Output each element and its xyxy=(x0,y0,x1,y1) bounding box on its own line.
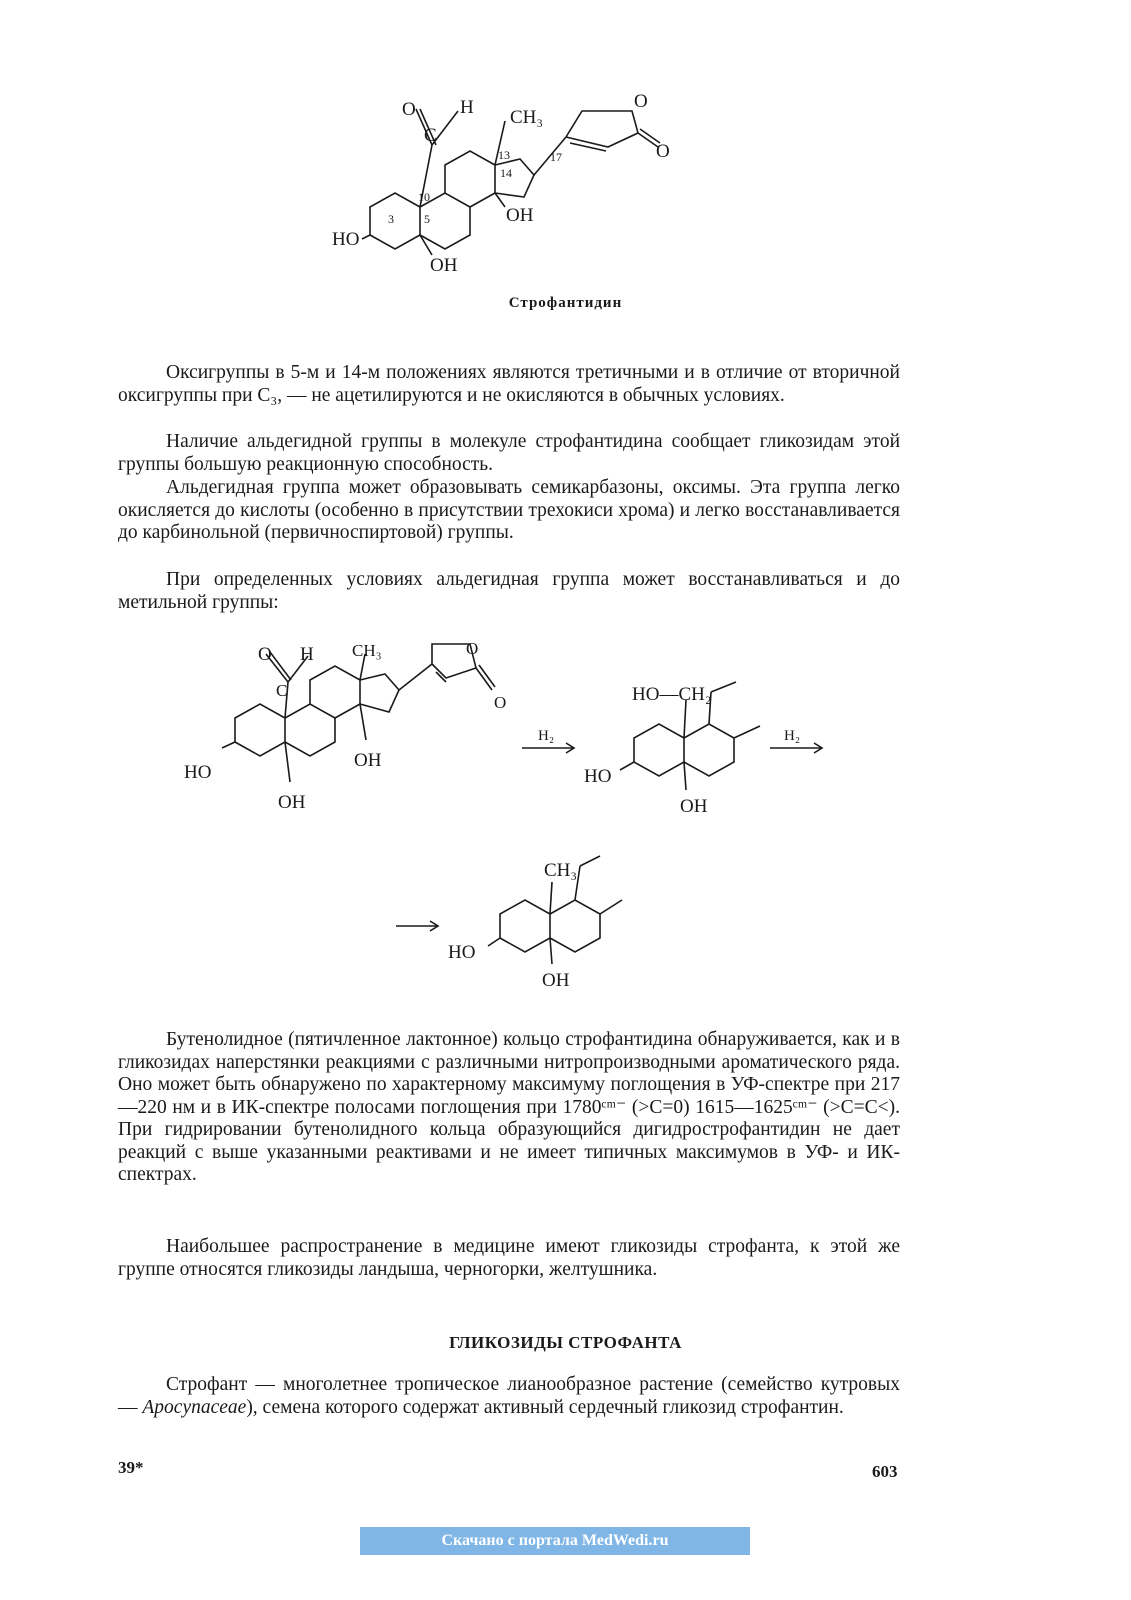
oh5-label: OH xyxy=(430,255,458,276)
section-heading: ГЛИКОЗИДЫ СТРОФАНТА xyxy=(449,1333,682,1352)
m3-oh-label: OH xyxy=(542,970,570,991)
p7-end: ), семена которого содержат активный сердечный гликозид строфантин. xyxy=(246,1396,844,1418)
figure-caption: Строфантидин xyxy=(508,295,623,311)
m1-o-label: O xyxy=(258,644,272,665)
strophanthidin-bonds xyxy=(362,109,660,255)
paragraph-6: Наибольшее распространение в медицине имеют гликозиды строфанта, к этой же группе относятся гликозиды ландыша, черногорки, желтушника. xyxy=(118,1236,900,1280)
signature-mark: 39* xyxy=(118,1458,144,1477)
m3-ch3-label: CH₃ xyxy=(544,860,578,881)
paragraph-5: Бутенолидное (пятичленное лактонное) кольцо строфантидина обнаруживается, как и в гликозидах наперстянки реакциями с различными нитропроизводными ароматического ряда. Оно может быть обнаружено по характерному максимуму поглощения в УФ-спектре при 217—220 нм и в ИК-спектре полосами поглощения при 1780ᶜᵐ⁻ (>C=0) 1615—1625ᶜᵐ⁻ (>C=C<). При гидрировании бутенолидного кольца образующийся дигидрострофантидин не дает реакций с выше указанными реактивами и не имеет типичных максимумов в УФ- и ИК-спектрах. xyxy=(118,1029,900,1185)
locant-10: 10 xyxy=(418,190,430,204)
locant-14: 14 xyxy=(500,166,512,180)
locant-17: 17 xyxy=(550,150,562,164)
m1-keto-label: O xyxy=(494,693,507,712)
reduction-scheme xyxy=(170,630,870,1000)
m3-ho-label: HO xyxy=(448,942,476,963)
locant-5: 5 xyxy=(424,212,430,226)
m1-ho-label: HO xyxy=(184,762,212,783)
locant-13: 13 xyxy=(498,148,510,162)
paragraph-3: Альдегидная группа может образовывать семикарбазоны, оксимы. Эта группа легко окисляется до кислоты (особенно в присутствии трехокиси хрома) и легко восстанавливается до карбинольной (первичноспиртовой) группы. xyxy=(118,477,900,543)
keto-o-label: O xyxy=(656,141,670,162)
ald-o-label: O xyxy=(402,99,416,120)
m2-ho-ch2-label: HO—CH₂ xyxy=(632,684,712,705)
page-number: 603 xyxy=(872,1462,898,1481)
h2-label-2: H₂ xyxy=(784,728,801,744)
m1-c-label: C xyxy=(276,681,288,700)
arrow-h2-1 xyxy=(522,743,574,753)
h2-label-1: H₂ xyxy=(538,728,555,744)
arrow-h2-2 xyxy=(770,743,822,753)
m2-ho-label: HO xyxy=(584,766,612,787)
ald-h-label: H xyxy=(460,97,474,118)
m1-ch3-label: CH₃ xyxy=(352,641,382,660)
locant-3: 3 xyxy=(388,212,394,226)
m1-oh5-label: OH xyxy=(278,792,306,813)
arrow-3 xyxy=(396,921,438,931)
paragraph-7 xyxy=(118,1374,900,1419)
lactone-o-label: O xyxy=(634,91,648,112)
paragraph-1: Оксигруппы в 5-м и 14-м положениях являются третичными и в отличие от вторичной оксигруппы при C₃, — не ацетилируются и не окисляются в обычных условиях. xyxy=(118,362,900,406)
m1-oh14-label: OH xyxy=(354,750,382,771)
paragraph-2: Наличие альдегидной группы в молекуле строфантидина сообщает гликозидам этой группы большую реакционную способность. xyxy=(118,431,900,475)
methyl-label: CH₃ xyxy=(510,107,544,128)
m1-o-ring-label: O xyxy=(466,639,479,658)
ald-c-label: C xyxy=(424,125,437,146)
strophanthidin-structure xyxy=(320,85,700,285)
watermark-banner[interactable]: Скачано с портала MedWedi.ru xyxy=(360,1527,750,1555)
m1-h-label: H xyxy=(300,644,314,665)
m2-oh-label: OH xyxy=(680,796,708,817)
p7-start: Строфант — многолетнее тропическое лианообразное растение (семейство кутровых — xyxy=(118,1374,900,1418)
paragraph-4: При определенных условиях альдегидная группа может восстанавливаться и до метильной группы: xyxy=(118,569,900,613)
oh14-label: OH xyxy=(506,205,534,226)
p7-latin-name: Apocynaceae xyxy=(142,1396,247,1418)
ho-label: HO xyxy=(332,229,360,250)
